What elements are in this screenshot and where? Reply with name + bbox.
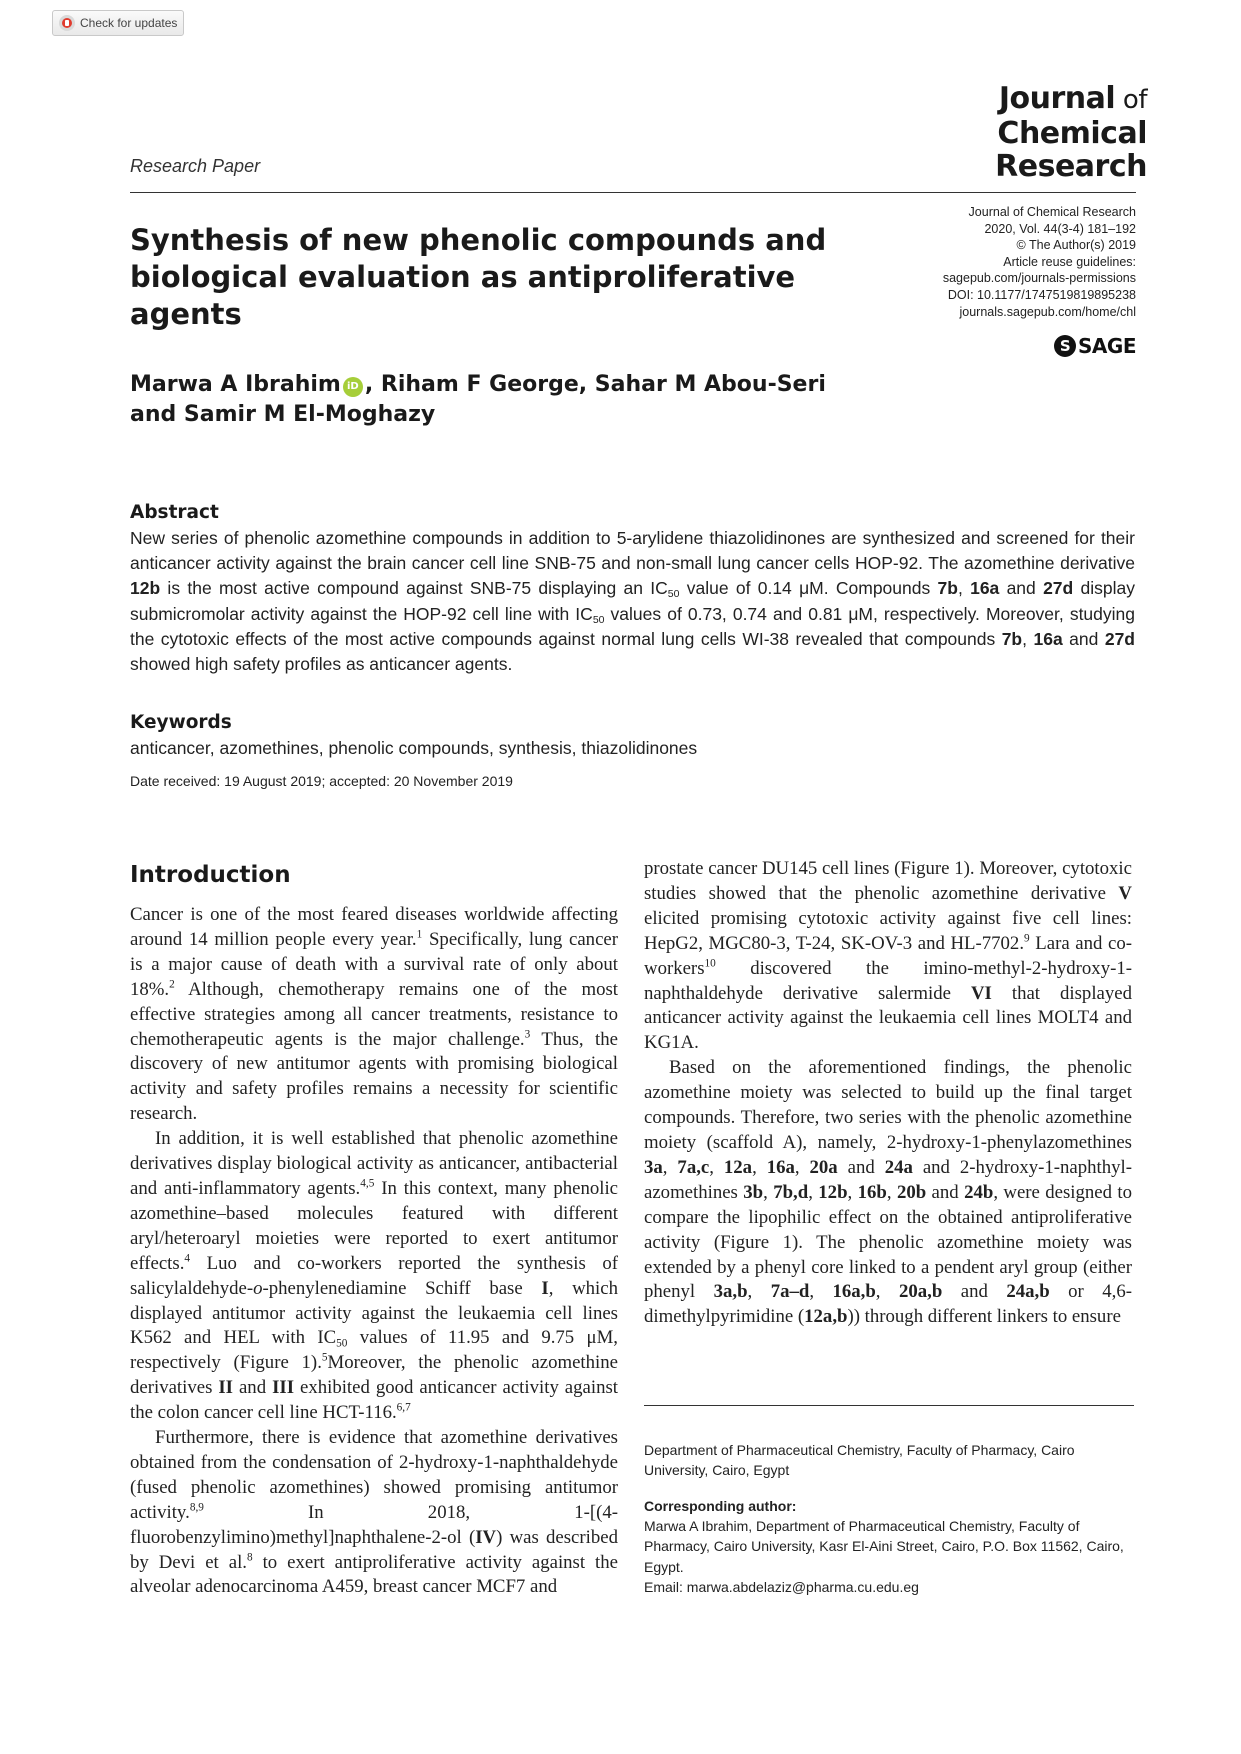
text-run: ,	[886, 1181, 897, 1203]
sage-icon: S	[1054, 335, 1076, 357]
footnote-divider	[644, 1405, 1134, 1406]
compound-ref: 3b	[743, 1181, 764, 1203]
journal-logo-word: Research	[995, 149, 1147, 184]
author-rest: , Riham F George, Sahar M Abou-Seri and Samir M El-Moghazy	[130, 372, 826, 427]
text-run: discovered the imino-methyl-2-hydroxy-1-naphthaldehyde derivative salermide	[644, 957, 1132, 1004]
italic-run: o	[253, 1277, 263, 1299]
compound-ref: 3a,b	[713, 1281, 748, 1303]
pub-info-permissions-link[interactable]: sagepub.com/journals-permissions	[942, 271, 1136, 286]
abstract-run: and	[1062, 628, 1105, 649]
pub-info-volume: 2020, Vol. 44(3-4) 181–192	[984, 221, 1136, 236]
publication-info	[943, 204, 1136, 320]
citation-ref[interactable]: 2	[169, 978, 175, 991]
subscript: 50	[336, 1337, 348, 1350]
article-type: Research Paper	[130, 156, 261, 176]
text-run: or 4,6-dimethylpyrimidine (	[644, 1281, 1132, 1328]
journal-logo-word: Chemical	[997, 116, 1147, 151]
compound-ref: 7a–d	[770, 1281, 810, 1303]
citation-ref[interactable]: 8,9	[189, 1501, 204, 1514]
text-run: )) through different linkers to ensure	[847, 1306, 1121, 1328]
compound-ref: 12b	[130, 578, 161, 599]
paragraph	[644, 1056, 1132, 1330]
publisher-logo	[1054, 334, 1136, 358]
check-for-updates-label: Check for updates	[80, 16, 178, 30]
journal-logo	[995, 82, 1147, 183]
citation-ref[interactable]: 10	[704, 957, 716, 970]
compound-ref: 24a,b	[1006, 1281, 1050, 1303]
compound-ref: 24a	[884, 1156, 913, 1178]
text-run: that displayed anticancer activity against the leukaemia cell lines MOLT4 and KG1A.	[644, 982, 1132, 1054]
text-run: ,	[809, 1281, 833, 1303]
abstract-run: values of 0.73, 0.74 and 0.81 μM, respectively. Moreover, studying the cytotoxic effects of the most active compounds against normal lung cells WI-38 revealed that compounds	[130, 603, 1135, 649]
compound-ref: 16a	[766, 1156, 795, 1178]
orcid-icon[interactable]: iD	[343, 377, 363, 397]
text-run: ,	[808, 1181, 819, 1203]
paragraph	[130, 1127, 618, 1426]
compound-ref: 7b	[1001, 628, 1023, 649]
article-title: Synthesis of new phenolic compounds and biological evaluation as antiproliferative agents	[130, 223, 827, 331]
citation-ref[interactable]: 3	[524, 1028, 531, 1041]
compound-ref: 27d	[1104, 628, 1135, 649]
compound-ref: 20a	[809, 1156, 838, 1178]
corresponding-author-email[interactable]: Email: marwa.abdelaziz@pharma.cu.edu.eg	[644, 1578, 919, 1595]
text-run: ,	[875, 1281, 899, 1303]
compound-ref: VI	[970, 982, 992, 1004]
abstract-run: is the most active compound against SNB-75 displaying an IC	[160, 578, 668, 599]
text-run: ,	[763, 1181, 774, 1203]
check-for-updates-button[interactable]	[52, 10, 184, 36]
citation-ref[interactable]: 1	[416, 928, 423, 941]
text-run: -phenylenediamine Schiff base	[262, 1277, 542, 1299]
text-run: ,	[847, 1181, 858, 1203]
abstract-heading: Abstract	[130, 502, 219, 523]
compound-ref: I	[541, 1277, 549, 1299]
text-run: In 2018, 1-[(4-fluorobenzylimino)methyl]naphthalene-2-ol (	[130, 1501, 618, 1548]
text-run: ,	[662, 1156, 678, 1178]
compound-ref: 3a	[644, 1156, 663, 1178]
compound-ref: 7b	[937, 578, 958, 599]
text-run: Thus, the discovery of new antitumor agents with promising biological activity and safety profiles remains a necessity for scientific research.	[130, 1028, 618, 1125]
introduction-heading: Introduction	[130, 862, 291, 888]
crossmark-icon	[59, 15, 75, 31]
abstract-run: New series of phenolic azomethine compounds in addition to 5-arylidene thiazolidinones are synthesized and screened for their anticancer activity against the brain cancer cell line SNB-75 and non-small lung cancer cells HOP-92. The azomethine derivative	[130, 528, 1135, 574]
compound-ref: 12b	[818, 1181, 848, 1203]
text-run: elicited promising cytotoxic activity against five cell lines: HepG2, MGC80-3, T-24, SK-OV-3 and HL-7702.	[644, 907, 1132, 954]
journal-logo-of: of	[1115, 85, 1147, 115]
publisher-name: SAGE	[1078, 334, 1136, 358]
keywords-text: anticancer, azomethines, phenolic compounds, synthesis, thiazolidinones	[130, 738, 698, 758]
abstract-run: and	[999, 578, 1044, 599]
compound-ref: 7b,d	[773, 1181, 809, 1203]
text-run: to exert antiproliferative activity against the alveolar adenocarcinoma A459, breast cancer MCF7 and	[130, 1551, 618, 1598]
text-run: Specifically, lung cancer is a major cause of death with a survival rate of only about 18%.	[130, 928, 618, 1000]
abstract-run: ,	[957, 578, 971, 599]
compound-ref: 16a,b	[832, 1281, 876, 1303]
corresponding-author	[644, 1496, 1134, 1597]
corresponding-author-heading: Corresponding author:	[644, 1498, 797, 1514]
text-run: Based on the aforementioned findings, the phenolic azomethine moiety was selected to build up the final target compounds. Therefore, two series with the phenolic azomethine moiety (scaffold A), namely, 2-hydroxy-1-phenylazomethines	[644, 1057, 1132, 1153]
abstract-run: value of 0.14 μM. Compounds	[679, 578, 938, 599]
text-run: In addition, it is well established that phenolic azomethine derivatives display biological activity as anticancer, antibacterial and anti-inflammatory agents.	[130, 1128, 618, 1199]
paragraph	[130, 903, 618, 1127]
compound-ref: 16b	[857, 1181, 887, 1203]
pub-info-copyright: © The Author(s) 2019	[1016, 238, 1136, 253]
compound-ref: 12a	[723, 1156, 753, 1178]
compound-ref: II	[218, 1377, 233, 1399]
citation-ref[interactable]: 4	[184, 1252, 191, 1265]
text-run: Luo and co-workers reported the synthesis of salicylaldehyde-	[130, 1252, 618, 1299]
text-run: prostate cancer DU145 cell lines (Figure 1). Moreover, cytotoxic studies showed that the phenolic azomethine derivative	[644, 858, 1132, 904]
text-run: Furthermore, there is evidence that azomethine derivatives obtained from the condensation of 2-hydroxy-1-naphthaldehyde (fused phenolic azomethines) showed promising antitumor activity.	[130, 1427, 618, 1523]
citation-ref[interactable]: 5	[321, 1351, 328, 1364]
author-list	[130, 370, 850, 430]
text-run: Cancer is one of the most feared diseases worldwide affecting around 14 million people every year.	[130, 904, 618, 950]
compound-ref: 27d	[1043, 578, 1074, 599]
pub-info-reuse: Article reuse guidelines:	[1003, 254, 1136, 269]
text-run: ,	[747, 1281, 771, 1303]
text-run: and	[942, 1281, 1007, 1303]
subscript: 50	[667, 588, 680, 601]
text-run: ,	[709, 1156, 724, 1178]
text-run: exhibited good anticancer activity against the colon cancer cell line HCT-116.	[130, 1377, 619, 1424]
text-run: , which displayed antitumor activity against the leukaemia cell lines K562 and HEL with IC	[130, 1277, 619, 1349]
compound-ref: 12a,b	[804, 1306, 848, 1328]
text-run: Moreover, the phenolic azomethine derivatives	[130, 1352, 618, 1399]
abstract-text	[130, 526, 1135, 677]
compound-ref: 24b	[964, 1181, 994, 1203]
body-column-right	[644, 857, 1132, 1330]
paragraph	[644, 857, 1132, 1056]
corresponding-author-text: Marwa A Ibrahim, Department of Pharmaceutical Chemistry, Faculty of Pharmacy, Cairo University, Kasr El-Aini Street, Cairo, P.O. Box 11562, Cairo, Egypt.	[644, 1518, 1124, 1575]
compound-ref: 7a,c	[677, 1156, 710, 1178]
pub-info-journal: Journal of Chemical Research	[968, 205, 1136, 219]
body-column-left	[130, 903, 618, 1600]
abstract-run: ,	[1022, 628, 1034, 649]
citation-ref[interactable]: 6,7	[396, 1401, 411, 1414]
journal-logo-word: Journal	[998, 81, 1116, 116]
text-run: , were designed to compare the lipophilic effect on the obtained antiproliferative activity (Figure 1). The phenolic azomethine moiety was extended by a phenyl core linked to a pendent aryl group (either phenyl	[644, 1181, 1133, 1303]
text-run: values of 11.95 and 9.75 μM, respectively (Figure 1).	[130, 1327, 618, 1374]
text-run: Lara and co-workers	[644, 932, 1132, 979]
keywords-heading: Keywords	[130, 712, 232, 733]
text-run: Although, chemotherapy remains one of the most effective strategies among all cancer treatments, resistance to chemotherapeutic agents is the major challenge.	[130, 978, 618, 1050]
compound-ref: III	[272, 1377, 295, 1399]
text-run: and	[837, 1156, 885, 1178]
pub-info-doi[interactable]: DOI: 10.1177/1747519819895238	[947, 287, 1136, 302]
text-run: ) was described by Devi et al.	[130, 1526, 618, 1573]
citation-ref[interactable]: 9	[1024, 932, 1030, 945]
compound-ref: 20a,b	[898, 1281, 943, 1303]
affiliation: Department of Pharmaceutical Chemistry, Faculty of Pharmacy, Cairo University, Cairo, Egypt	[644, 1442, 1075, 1478]
paragraph	[130, 1426, 618, 1600]
text-run: ,	[752, 1156, 767, 1178]
citation-ref[interactable]: 4,5	[360, 1177, 375, 1190]
pub-info-journal-link[interactable]: journals.sagepub.com/home/chl	[959, 304, 1136, 319]
header-divider	[130, 192, 1136, 193]
text-run: In this context, many phenolic azomethine–based molecules featured with different aryl/heteroaryl moieties were reported to exert antitumor effects.	[130, 1177, 618, 1274]
citation-ref[interactable]: 8	[246, 1551, 253, 1564]
dates-line: Date received: 19 August 2019; accepted: 20 November 2019	[130, 773, 513, 789]
author-first: Marwa A Ibrahim	[130, 372, 341, 397]
compound-ref: IV	[475, 1526, 497, 1548]
compound-ref: 16a	[1033, 628, 1063, 649]
abstract-run: showed high safety profiles as anticancer agents.	[130, 654, 513, 675]
compound-ref: V	[1118, 882, 1132, 904]
text-run: and 2-hydroxy-1-naphthyl-azomethines	[644, 1156, 1133, 1203]
text-run: and	[233, 1377, 273, 1399]
subscript: 50	[592, 613, 605, 626]
compound-ref: 20b	[896, 1181, 927, 1203]
compound-ref: 16a	[970, 578, 1000, 599]
text-run: ,	[794, 1156, 810, 1178]
text-run: and	[926, 1181, 965, 1203]
abstract-run: display submicromolar activity against the HOP-92 cell line with IC	[130, 578, 1135, 624]
